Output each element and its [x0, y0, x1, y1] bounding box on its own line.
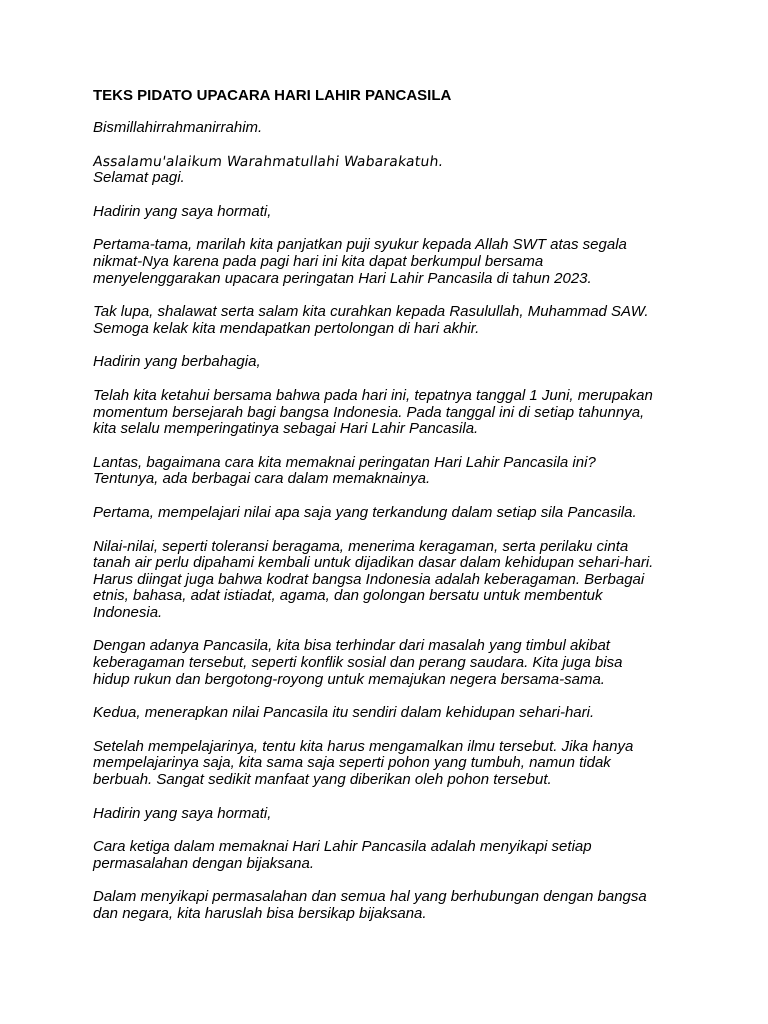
text-line: menyelenggarakan upacara peringatan Hari Lahir Pancasila di tahun 2023. [93, 269, 592, 287]
text-line: Hadirin yang saya hormati, [93, 202, 272, 220]
text-line: keberagaman tersebut, seperti konflik sosial dan perang saudara. Kita juga bisa [93, 654, 623, 672]
text-line: Pertama, mempelajari nilai apa saja yang terkandung dalam setiap sila Pancasila. [93, 503, 637, 521]
text-line: Telah kita ketahui bersama bahwa pada hari ini, tepatnya tanggal 1 Juni, merupakan [93, 386, 653, 404]
text-line: Selamat pagi. [93, 169, 185, 187]
document-title: TEKS PIDATO UPACARA HARI LAHIR PANCASILA [93, 87, 452, 104]
text-line: Kedua, menerapkan nilai Pancasila itu sendiri dalam kehidupan sehari-hari. [93, 704, 595, 722]
paragraph-greeting [93, 154, 683, 171]
text-line: berbuah. Sangat sedikit manfaat yang diberikan oleh pohon tersebut. [93, 771, 552, 789]
paragraph [93, 889, 683, 922]
text-line: hidup rukun dan bergotong-royong untuk memajukan negera bersama-sama. [93, 670, 605, 688]
paragraph [93, 304, 683, 337]
paragraph [93, 806, 683, 823]
text-line: Hadirin yang berbahagia, [93, 353, 261, 371]
paragraph [93, 638, 683, 688]
text-line: etnis, bahasa, adat istiadat, agama, dan golongan bersatu untuk membentuk [93, 587, 603, 605]
document-body [93, 87, 683, 940]
paragraph [93, 204, 683, 221]
text-line: momentum bersejarah bagi bangsa Indonesia. Pada tanggal ini di setiap tahunnya, [93, 403, 645, 421]
text-line: Hadirin yang saya hormati, [93, 804, 272, 822]
text-line: Indonesia. [93, 603, 163, 621]
text-line: Nilai-nilai, seperti toleransi beragama, menerima keragaman, serta perilaku cinta [93, 537, 629, 555]
paragraph [93, 455, 683, 488]
text-line: Bismillahirrahmanirrahim. [93, 119, 263, 136]
text-line: Harus diingat juga bahwa kodrat bangsa Indonesia adalah keberagaman. Berbagai [93, 570, 645, 588]
text-line: permasalahan dengan bijaksana. [93, 854, 314, 872]
text-line: Semoga kelak kita mendapatkan pertolongan di hari akhir. [93, 319, 480, 337]
text-line: Tak lupa, shalawat serta salam kita curahkan kepada Rasulullah, Muhammad SAW. [93, 303, 649, 321]
paragraph [93, 237, 683, 287]
paragraph [93, 839, 683, 872]
text-line: mempelajarinya saja, kita sama saja seperti pohon yang tumbuh, namun tidak [93, 754, 611, 772]
text-line: tanah air perlu dipahami kembali untuk dijadikan dasar dalam kehidupan sehari-hari. [93, 554, 654, 572]
text-line: Assalamu'alaikum Warahmatullahi Wabarakatuh. [91, 153, 445, 170]
text-line: Pertama-tama, marilah kita panjatkan puji syukur kepada Allah SWT atas segala [93, 236, 627, 254]
paragraph [93, 739, 683, 789]
paragraph [93, 388, 683, 438]
text-line: Cara ketiga dalam memaknai Hari Lahir Pancasila adalah menyikapi setiap [93, 838, 592, 856]
text-line: Lantas, bagaimana cara kita memaknai peringatan Hari Lahir Pancasila ini? [93, 453, 596, 471]
paragraph [93, 705, 683, 722]
paragraph [93, 539, 683, 622]
text-line: Dalam menyikapi permasalahan dan semua hal yang berhubungan dengan bangsa [93, 888, 647, 906]
paragraph [93, 505, 683, 522]
text-line: Dengan adanya Pancasila, kita bisa terhindar dari masalah yang timbul akibat [93, 637, 610, 655]
paragraph-opening [93, 120, 683, 137]
text-line: Tentunya, ada berbagai cara dalam memaknainya. [93, 470, 431, 488]
text-line: Setelah mempelajarinya, tentu kita harus mengamalkan ilmu tersebut. Jika hanya [93, 737, 634, 755]
text-line: nikmat-Nya karena pada pagi hari ini kita dapat berkumpul bersama [93, 252, 544, 270]
paragraph-morning [93, 170, 683, 187]
text-line: kita selalu memperingatinya sebagai Hari Lahir Pancasila. [93, 420, 479, 438]
text-line: dan negara, kita haruslah bisa bersikap bijaksana. [93, 905, 427, 922]
paragraph [93, 354, 683, 371]
